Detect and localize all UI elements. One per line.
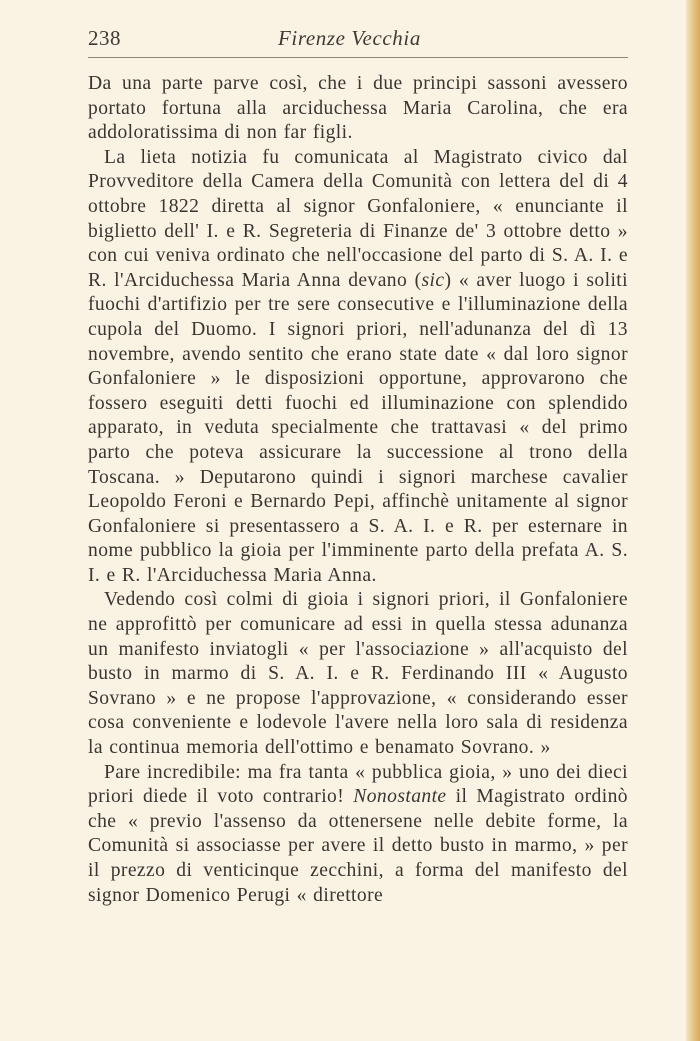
paragraph: [88, 588, 628, 760]
page-edge: [686, 0, 700, 1041]
paragraph-text: Da una parte parve così, che i due principi sassoni avessero portato fortuna alla arciduchessa Maria Carolina, che era addoloratissima di non far figli.: [88, 73, 628, 144]
running-title: Firenze Vecchia: [278, 26, 421, 50]
italic-text: sic: [421, 269, 445, 291]
paragraph-text: Vedendo così colmi di gioia i signori priori, il Gonfaloniere ne approfittò per comunicare ad essi in quella stessa adunanza un manifesto inviatogli « per l'associazione » all'acquisto del busto in marmo di S. A. I. e R. Ferdinando III « Augusto Sovrano » e ne propose l'approvazione, « considerando esser cosa conveniente e lodevole l'avere nella loro sala di residenza la continua memoria dell'ottimo e benamato Sovrano. »: [88, 589, 628, 759]
paragraph-text: La lieta notizia fu comunicata al Magistrato civico dal Provveditore della Camera della Comunità con lettera del di 4 ottobre 1822 diretta al signor Gonfaloniere, « enunciante il biglietto dell' I. e R. Segreteria di Finanze de' 3 ottobre detto » con cui veniva ordinato che nell'occasione del parto di S. A. I. e R. l'Arciduchessa Maria Anna devano (: [88, 146, 628, 291]
header-rule: [88, 57, 628, 58]
page-number: 238: [88, 26, 121, 50]
paragraph-text: Pare incredibile: ma fra tanta « pubblica gioia, » uno dei dieci priori diede il voto contrario!: [88, 761, 628, 808]
body-text: [88, 72, 628, 908]
italic-text: Nonostante: [353, 786, 447, 808]
paragraph: [88, 146, 628, 589]
paragraph-text: ) « aver luogo i soliti fuochi d'artifizio per tre sere consecutive e l'illuminazione della cupola del Duomo. I signori priori, nell'adunanza del dì 13 novembre, avendo sentito che erano state date « dal loro signor Gonfaloniere » le disposizioni opportune, approvarono che fossero eseguiti detti fuochi ed illuminazione con splendido apparato, in veduta specialmente che trattavasi « del primo parto che poteva assicurare la successione al trono della Toscana. » Deputarono quindi i signori marchese cavalier Leopoldo Feroni e Bernardo Pepi, affinchè unitamente al signor Gonfaloniere si presentassero a S. A. I. e R. per esternare in nome pubblico la gioia per l'imminente parto della prefata A. S. I. e R. l'Arciduchessa Maria Anna.: [88, 269, 628, 586]
paragraph: [88, 761, 628, 909]
paragraph-text: il Magistrato ordinò che « previo l'assenso da ottenersene nelle debite forme, la Comunità si associasse per avere il detto busto in marmo, » per il prezzo di venticinque zecchini, a forma del manifesto del signor Domenico Perugi « direttore: [88, 786, 628, 906]
paragraph: [88, 72, 628, 146]
page-header: [88, 26, 628, 56]
